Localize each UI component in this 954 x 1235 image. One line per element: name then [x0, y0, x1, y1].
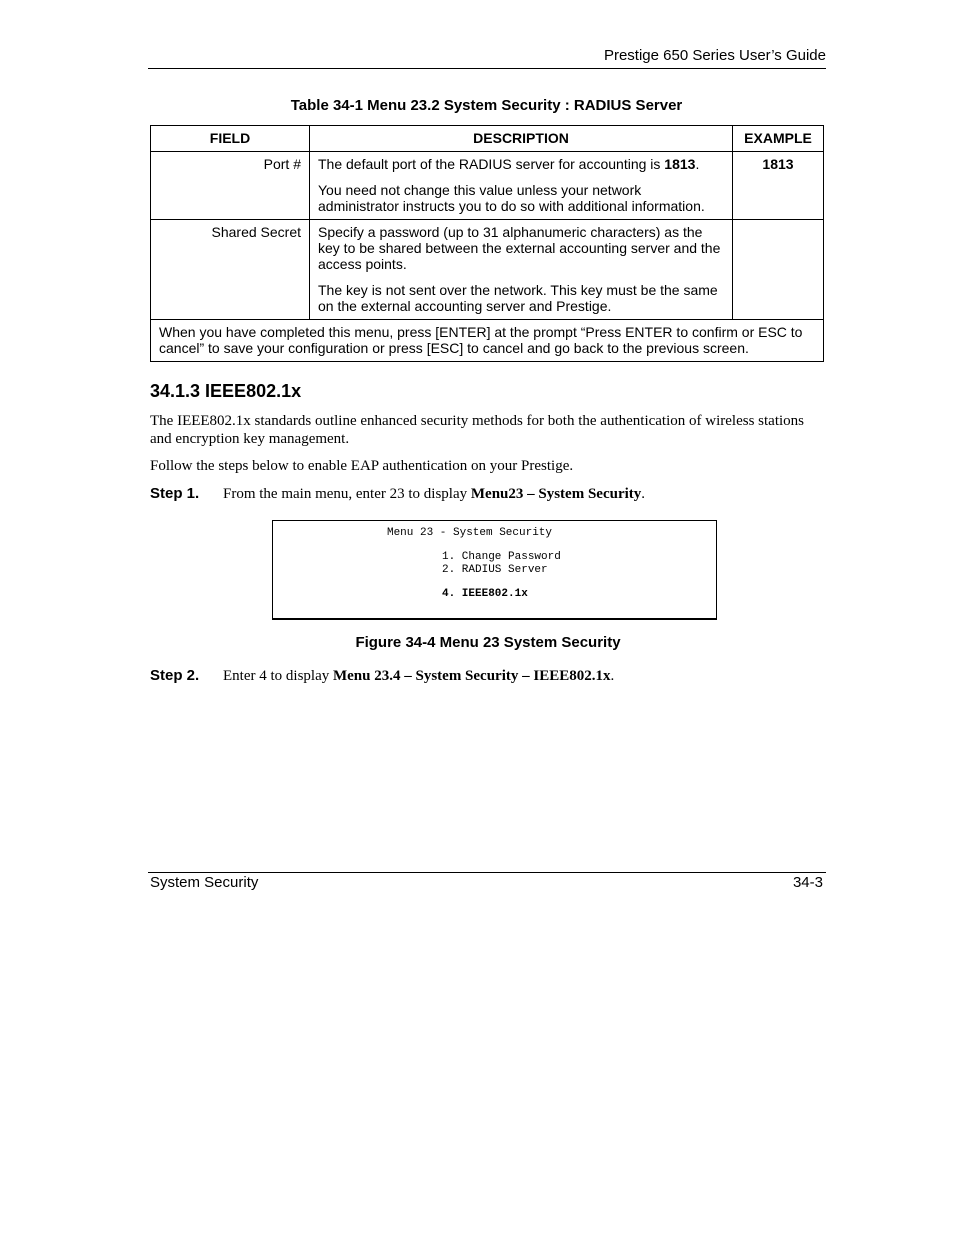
- field-cell: Shared Secret: [151, 220, 310, 320]
- table-caption: Table 34-1 Menu 23.2 System Security : RADIUS Server: [290, 97, 683, 114]
- header-rule: [148, 68, 826, 69]
- field-cell: Port #: [151, 152, 310, 220]
- screen-menu-item-highlighted: 4. IEEE802.1x: [442, 588, 528, 600]
- step-label: Step 1.: [150, 485, 200, 502]
- description-paragraph: Specify a password (up to 31 alphanumeric characters) as the key to be shared between the external accounting server and the access points.: [318, 224, 721, 272]
- footer-page-number: 34-3: [792, 874, 823, 891]
- description-paragraph: [318, 156, 724, 172]
- step-menu-name: Menu 23.4 – System Security – IEEE802.1x: [332, 668, 611, 684]
- step-menu-name: Menu23 – System Security: [470, 486, 642, 502]
- step-1: [150, 485, 645, 503]
- step-text: .: [610, 668, 615, 684]
- footer-rule: [148, 872, 826, 873]
- column-header-field: FIELD: [151, 126, 310, 152]
- step-text: From the main menu, enter 23 to display: [223, 486, 471, 502]
- example-cell: [733, 220, 824, 320]
- radius-server-table: [150, 125, 824, 362]
- description-cell: [310, 152, 733, 220]
- description-paragraph: The key is not sent over the network. This key must be the same on the external accounting server and Prestige.: [318, 282, 718, 314]
- example-cell: 1813: [733, 152, 824, 220]
- description-bold-value: 1813: [664, 156, 696, 172]
- description-cell: [310, 220, 733, 320]
- description-paragraph: You need not change this value unless your network administrator instructs you to do so with additional information.: [318, 182, 705, 214]
- intro-paragraph: The IEEE802.1x standards outline enhanced security methods for both the authentication of wireless stations and encryption key management.: [150, 413, 804, 447]
- terminal-screen-figure: [272, 520, 717, 620]
- running-header: Prestige 650 Series User’s Guide: [603, 47, 826, 64]
- description-text: .: [695, 156, 700, 172]
- screen-menu-item: 1. Change Password: [442, 551, 561, 563]
- step-2: [150, 667, 614, 685]
- table-footer-note: When you have completed this menu, press [ENTER] at the prompt “Press ENTER to confirm or ESC to cancel” to save your configuration or press [ESC] to cancel and go back to the previous screen.: [151, 320, 824, 362]
- steps-intro-paragraph: Follow the steps below to enable EAP authentication on your Prestige.: [150, 458, 574, 474]
- screen-menu-item: 2. RADIUS Server: [442, 564, 548, 576]
- footer-chapter-name: System Security: [150, 874, 259, 891]
- column-header-description: DESCRIPTION: [310, 126, 733, 152]
- table-row: [151, 152, 824, 220]
- table-header-row: [151, 126, 824, 152]
- figure-caption: Figure 34-4 Menu 23 System Security: [355, 634, 621, 651]
- step-label: Step 2.: [150, 667, 200, 684]
- screen-title: Menu 23 - System Security: [386, 527, 553, 539]
- table-footer-row: [151, 320, 824, 362]
- table-row: [151, 220, 824, 320]
- column-header-example: EXAMPLE: [733, 126, 824, 152]
- step-text: Enter 4 to display: [223, 668, 333, 684]
- description-text: The default port of the RADIUS server for accounting is: [318, 156, 665, 172]
- step-text: .: [641, 486, 646, 502]
- section-title: 34.1.3 IEEE802.1x: [150, 381, 302, 401]
